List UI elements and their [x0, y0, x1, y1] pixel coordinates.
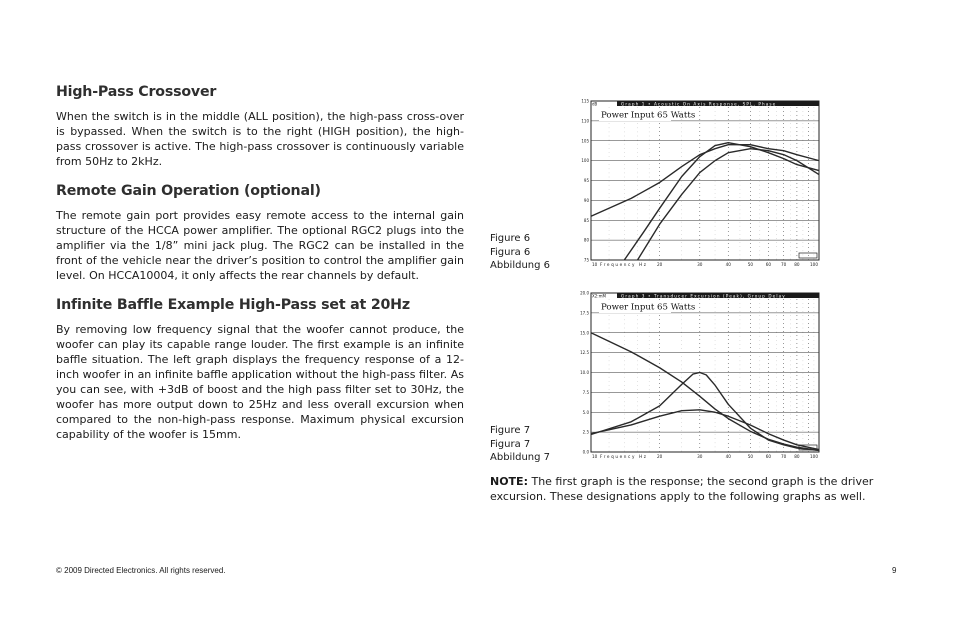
y-tick-label: 110 — [581, 118, 589, 124]
x-tick-label: 60 — [765, 262, 772, 267]
text-column — [56, 84, 464, 456]
x-tick-label: 10 — [592, 454, 598, 459]
y-tick-label: 115 — [581, 98, 589, 104]
x-tick-label: 60 — [765, 454, 772, 459]
note-text: The first graph is the response; the second graph is the driver excursion. These designations apply to the following graphs as well. — [490, 475, 874, 503]
section-heading-remote-gain: Remote Gain Operation (optional) — [56, 183, 321, 199]
y-tick-label: 10.0 — [580, 370, 589, 375]
figure-7-graph — [579, 290, 823, 464]
chart-title: Graph 1 • Acoustic On Axis Response, SPL, Phase — [621, 101, 777, 107]
figure-6-caption-es: Figura 6 — [490, 246, 531, 258]
x-tick-label: 70 — [781, 454, 787, 459]
footer-copyright: © 2009 Directed Electronics. All rights reserved. — [56, 566, 226, 575]
y-tick-label: 0.0 — [582, 449, 589, 455]
x-tick-label: 20 — [656, 454, 663, 459]
note-label: NOTE: — [490, 475, 528, 488]
x-axis-label: Frequency Hz — [600, 454, 648, 459]
x-tick-label: 100 — [810, 454, 818, 459]
unit-label: X2:mM — [592, 293, 606, 299]
y-tick-label: 100 — [581, 158, 589, 164]
figure-6-caption-en: Figure 6 — [490, 233, 531, 244]
x-tick-label: 40 — [725, 454, 731, 459]
y-tick-label: 5.0 — [582, 409, 589, 415]
figure-6-graph — [579, 98, 823, 272]
section-heading-infinite-baffle: Infinite Baffle Example High-Pass set at 20Hz — [56, 297, 410, 313]
y-tick-label: 7.5 — [582, 389, 589, 395]
section-body-high-pass-crossover: When the switch is in the middle (ALL position), the high-pass cross-over is bypassed. When the switch is to the right (HIGH position), the high-pass crossover is active. The high-pass crossover is continuously variable from 50Hz to 2kHz. — [56, 110, 464, 168]
y-tick-label: 20.0 — [580, 290, 589, 296]
figure-7-caption — [490, 424, 550, 465]
x-tick-label: 30 — [697, 454, 703, 459]
x-tick-label: 80 — [794, 262, 800, 267]
power-input-annotation: Power Input 65 Watts — [601, 302, 696, 313]
figure-6-caption-de: Abbildung 6 — [490, 260, 551, 271]
x-tick-label: 30 — [697, 262, 703, 267]
figure-7-caption-es: Figura 7 — [490, 438, 531, 450]
x-tick-label: 100 — [810, 262, 818, 267]
x-tick-label: 20 — [656, 262, 663, 267]
excursion-chart — [579, 290, 823, 464]
figure-7-caption-en: Figure 7 — [490, 425, 531, 436]
x-tick-label: 80 — [794, 454, 800, 459]
x-tick-label: 50 — [747, 262, 754, 267]
footer-page-number: 9 — [892, 566, 897, 575]
y-tick-label: 12.5 — [580, 350, 589, 356]
note-paragraph — [490, 474, 900, 504]
unit-label: dB — [592, 101, 598, 107]
y-tick-label: 95 — [583, 178, 589, 183]
y-tick-label: 15.0 — [580, 330, 589, 336]
y-tick-label: 105 — [581, 138, 589, 144]
chart-title: Graph 3 • Transducer Excursion (Peak), Group Delay — [621, 293, 786, 299]
y-tick-label: 17.5 — [580, 310, 589, 316]
x-tick-label: 10 — [592, 262, 598, 267]
y-tick-label: 80 — [583, 237, 589, 243]
x-tick-label: 50 — [747, 454, 754, 459]
x-tick-label: 70 — [781, 262, 787, 267]
y-tick-label: 75 — [583, 257, 589, 263]
x-tick-label: 40 — [725, 262, 731, 267]
y-tick-label: 90 — [583, 197, 589, 203]
section-heading-high-pass-crossover: High-Pass Crossover — [56, 84, 217, 100]
figure-6-caption — [490, 232, 550, 273]
response-chart — [579, 98, 823, 272]
section-body-remote-gain: The remote gain port provides easy remote access to the internal gain structure of the HCCA power amplifier. The optional RGC2 plugs into the amplifier via the 1/8” mini jack plug. The RGC2 can be installed in the front of the vehicle near the driver’s position to control the amplifier gain level. On HCCA10004, it only affects the rear channels by default. — [56, 209, 464, 282]
x-axis-label: Frequency Hz — [600, 262, 648, 267]
y-tick-label: 2.5 — [582, 429, 589, 435]
section-body-infinite-baffle: By removing low frequency signal that the woofer cannot produce, the woofer can play its capable range louder. The first example is an infinite baffle situation. The left graph displays the frequency response of a 12-inch woofer in an infinite baffle application without the high-pass filter. As you can see, with +3dB of boost and the high pass filter set to 30Hz, the woofer has more output down to 25Hz and less overall excursion when compared to the non-high-pass response. Maximum physical excursion capability of the woofer is 15mm. — [56, 323, 464, 441]
y-tick-label: 85 — [583, 217, 589, 223]
figure-7-caption-de: Abbildung 7 — [490, 452, 551, 463]
power-input-annotation: Power Input 65 Watts — [601, 110, 696, 121]
